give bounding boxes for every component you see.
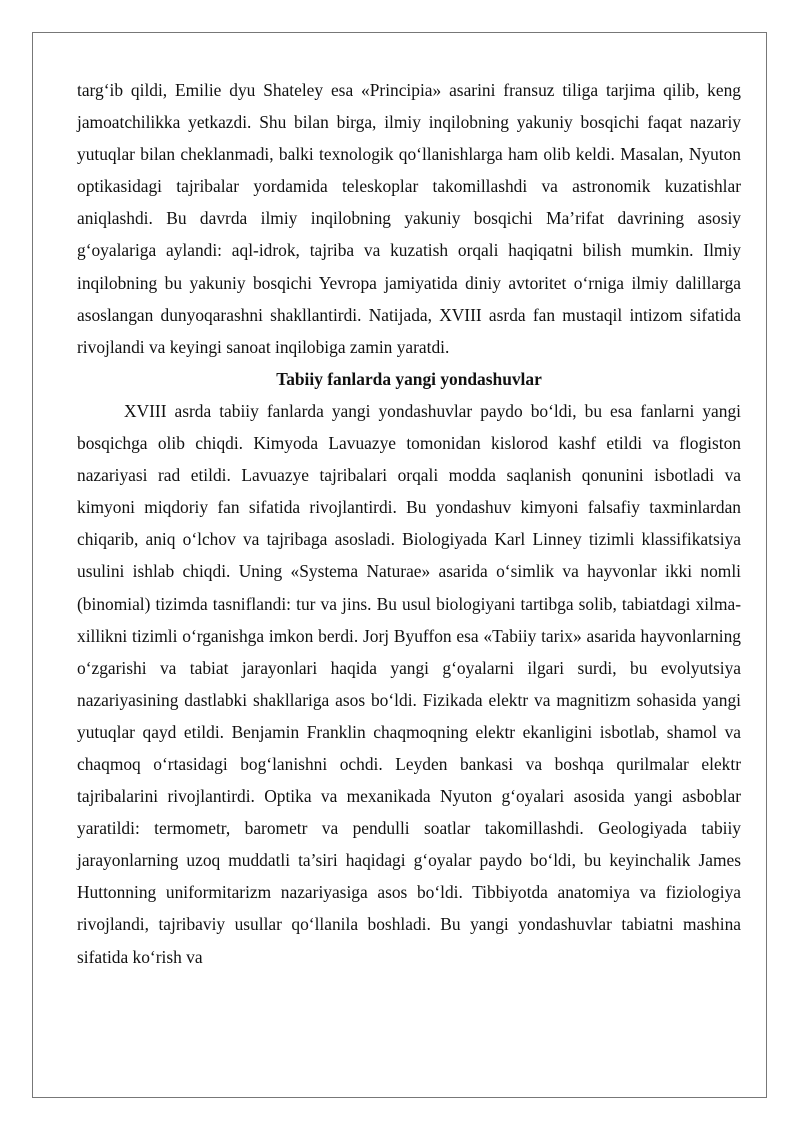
paragraph-natural-sciences: XVIII asrda tabiiy fanlarda yangi yondashuvlar paydo bo‘ldi, bu esa fanlarni yangi bosqichga olib chiqdi. Kimyoda Lavuazye tomonidan kislorod kashf etildi va flogiston nazariyasi rad etildi. Lavuazye tajribalari orqali modda saqlanish qonunini isbotladi va kimyoni miqdoriy fan sifatida rivojlantirdi. Bu yondashuv kimyoni falsafiy taxminlardan chiqarib, aniq o‘lchov va tajribaga asosladi. Biologiyada Karl Linney tizimli klassifikatsiya usulini ishlab chiqdi. Uning «Systema Naturae» asarida o‘simlik va hayvonlar ikki nomli (binomial) tizimda tasniflandi: tur va jins. Bu usul biologiyani tartibga solib, tabiatdagi xilma-xillikni tizimli o‘rganishga imkon berdi. Jorj Byuffon esa «Tabiiy tarix» asarida hayvonlarning o‘zgarishi va tabiat jarayonlari haqida yangi g‘oyalarni ilgari surdi, bu evolyutsiya nazariyasining dastlabki shakllariga asos bo‘ldi. Fizikada elektr va magnitizm sohasida yangi yutuqlar qayd etildi. Benjamin Franklin chaqmoqning elektr ekanligini isbotlab, shamol va chaqmoq o‘rtasidagi bog‘lanishni ochdi. Leyden bankasi va boshqa qurilmalar elektr tajribalarini rivojlantirdi. Optika va mexanikada Nyuton g‘oyalari asosida yangi asboblar yaratildi: termometr, barometr va pendulli soatlar takomillashdi. Geologiyada tabiiy jarayonlarning uzoq muddatli ta’siri haqidagi g‘oyalar paydo bo‘ldi, bu keyinchalik James Huttonning uniformitarizm nazariyasiga asos bo‘ldi. Tibbiyotda anatomiya va fiziologiya rivojlandi, tajribaviy usullar qo‘llanila boshladi. Bu yangi yondashuvlar tabiatni mashina sifatida ko‘rish va — [77, 400, 741, 967]
document-body — [77, 74, 741, 973]
section-heading: Tabiiy fanlarda yangi yondashuvlar — [276, 368, 542, 389]
paragraph-continuation: targ‘ib qildi, Emilie dyu Shateley esa «Principia» asarini fransuz tiliga tarjima qilib, keng jamoatchilikka yetkazdi. Shu bilan birga, ilmiy inqilobning yakuniy bosqichi faqat nazariy yutuqlar bilan cheklanmadi, balki texnologik qo‘llanishlarga ham olib keldi. Masalan, Nyuton optikasidagi tajribalar yordamida teleskoplar takomillashdi va astronomik kuzatishlar aniqlashdi. Bu davrda ilmiy inqilobning yakuniy bosqichi Ma’rifat davrining asosiy g‘oyalariga aylandi: aql-idrok, tajriba va kuzatish orqali haqiqatni bilish mumkin. Ilmiy inqilobning bu yakuniy bosqichi Yevropa jamiyatida diniy avtoritet o‘rniga ilmiy dalillarga asoslangan dunyoqarashni shakllantirdi. Natijada, XVIII asrda fan mustaqil intizom sifatida rivojlandi va keyingi sanoat inqilobiga zamin yaratdi. — [77, 80, 741, 357]
